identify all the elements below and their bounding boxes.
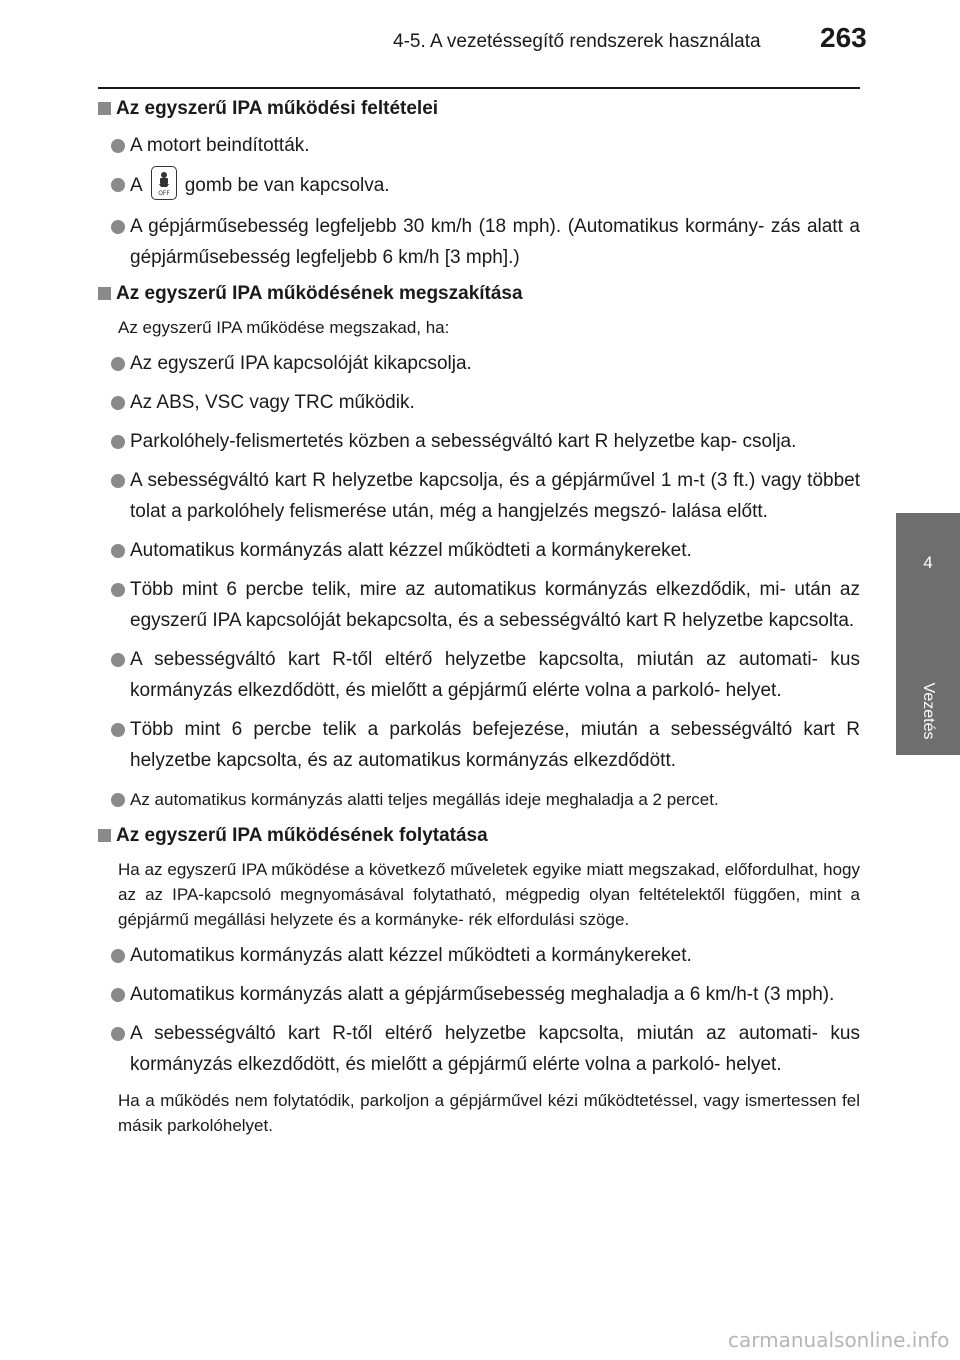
list-item-text: A motort beindították.: [130, 135, 310, 156]
list-item-text: Automatikus kormányzás alatt kézzel működteti a kormánykereket.: [130, 945, 692, 966]
list-item: [98, 387, 860, 418]
page-content: [98, 96, 860, 1146]
list-item: [98, 940, 860, 971]
heading-text: Az egyszerű IPA működési feltételei: [116, 98, 439, 119]
round-bullet-icon: [111, 988, 125, 1002]
list-item-text: A sebességváltó kart R-től eltérő helyzetbe kapcsolta, miután az automati- kus kormányzás elkezdődött, és mielőtt a gépjármű elérte volna a parkoló- helyet.: [130, 649, 860, 701]
round-bullet-icon: [111, 723, 125, 737]
square-bullet-icon: [98, 287, 111, 300]
round-bullet-icon: [111, 583, 125, 597]
heading-text: Az egyszerű IPA működésének folytatása: [116, 825, 488, 846]
list-item-text: A gépjárműsebesség legfeljebb 30 km/h (18 mph). (Automatikus kormány- zás alatt a gépjárműsebesség legfeljebb 6 km/h [3 mph].): [130, 216, 860, 268]
round-bullet-icon: [111, 357, 125, 371]
list-item-text: Parkolóhely-felismertetés közben a sebességváltó kart R helyzetbe kap- csolja.: [130, 431, 797, 452]
round-bullet-icon: [111, 653, 125, 667]
list-item: [98, 784, 860, 815]
list-item-text: Több mint 6 percbe telik, mire az automatikus kormányzás elkezdődik, mi- után az egyszerű IPA kapcsolóját bekapcsolta, és a sebességváltó kart R helyzetbe kapcsolta.: [130, 579, 860, 631]
chapter-label-text: Vezetés: [920, 682, 937, 740]
heading-cancellation: [98, 281, 860, 307]
round-bullet-icon: [111, 544, 125, 558]
chapter-number: 4: [923, 553, 933, 572]
list-item: [98, 169, 860, 203]
round-bullet-icon: [111, 396, 125, 410]
list-item: [98, 348, 860, 379]
ipa-button-label: OFF: [157, 190, 170, 197]
ipa-button-icon: [151, 166, 177, 200]
list-item-text: Több mint 6 percbe telik a parkolás befejezése, miután a sebességváltó kart R helyzetbe kapcsolta, és az automatikus kormányzás elkezdődött.: [130, 719, 860, 771]
watermark: carmanualsonline.info: [728, 1328, 950, 1352]
round-bullet-icon: [111, 474, 125, 488]
round-bullet-icon: [111, 793, 125, 807]
list-item: [98, 574, 860, 636]
list-item-text: Az ABS, VSC vagy TRC működik.: [130, 392, 415, 413]
list-item: [98, 644, 860, 706]
header-divider: [98, 87, 860, 89]
section-outro: Ha a működés nem folytatódik, parkoljon a gépjárművel kézi működtetéssel, vagy ismertessen fel másik parkolóhelyet.: [118, 1091, 860, 1135]
list-item-text: Az automatikus kormányzás alatti teljes megállás ideje meghaladja a 2 percet.: [130, 790, 719, 809]
section-title: 4-5. A vezetéssegítő rendszerek használata: [393, 31, 761, 52]
list-item-text: A: [130, 175, 143, 197]
heading-resumption: [98, 823, 860, 849]
round-bullet-icon: [111, 178, 125, 192]
list-item: [98, 979, 860, 1010]
list-item: [98, 211, 860, 273]
round-bullet-icon: [111, 220, 125, 234]
list-item: [98, 535, 860, 566]
round-bullet-icon: [111, 139, 125, 153]
section-intro: Az egyszerű IPA működése megszakad, ha:: [118, 318, 450, 337]
list-item-text: gomb be van kapcsolva.: [184, 175, 390, 197]
heading-operating-conditions: [98, 96, 860, 122]
round-bullet-icon: [111, 435, 125, 449]
list-item-text: Automatikus kormányzás alatt kézzel működteti a kormánykereket.: [130, 540, 692, 561]
list-item-text: A sebességváltó kart R helyzetbe kapcsolja, és a gépjárművel 1 m-t (3 ft.) vagy többet tolat a parkolóhely felismerése után, még a hangjelzés megszó- lalása előtt.: [130, 470, 860, 522]
heading-text: Az egyszerű IPA működésének megszakítása: [116, 283, 523, 304]
square-bullet-icon: [98, 829, 111, 842]
list-item-text: Automatikus kormányzás alatt a gépjárműsebesség meghaladja a 6 km/h-t (3 mph).: [130, 984, 835, 1005]
chapter-tab: [896, 513, 960, 755]
round-bullet-icon: [111, 1027, 125, 1041]
page-header: [0, 0, 960, 90]
list-item: [98, 1018, 860, 1080]
list-item: [98, 714, 860, 776]
list-item-text: A sebességváltó kart R-től eltérő helyzetbe kapcsolta, miután az automati- kus kormányzás elkezdődött, és mielőtt a gépjármű elérte volna a parkoló- helyet.: [130, 1023, 860, 1075]
list-item-text: Az egyszerű IPA kapcsolóját kikapcsolja.: [130, 353, 472, 374]
list-item: [98, 465, 860, 527]
list-item: [98, 426, 860, 457]
square-bullet-icon: [98, 102, 111, 115]
page-number: 263: [820, 22, 867, 53]
list-item: [98, 130, 860, 161]
round-bullet-icon: [111, 949, 125, 963]
section-intro: Ha az egyszerű IPA működése a következő műveletek egyike miatt megszakad, előfordulhat, hogy az az IPA-kapcsoló megnyomásával folytatható, mégpedig olyan feltételektől függően, mint a gépjármű megállási helyzete és a kormányke- rék elfordulási szöge.: [118, 860, 860, 929]
chapter-label: [916, 671, 940, 751]
